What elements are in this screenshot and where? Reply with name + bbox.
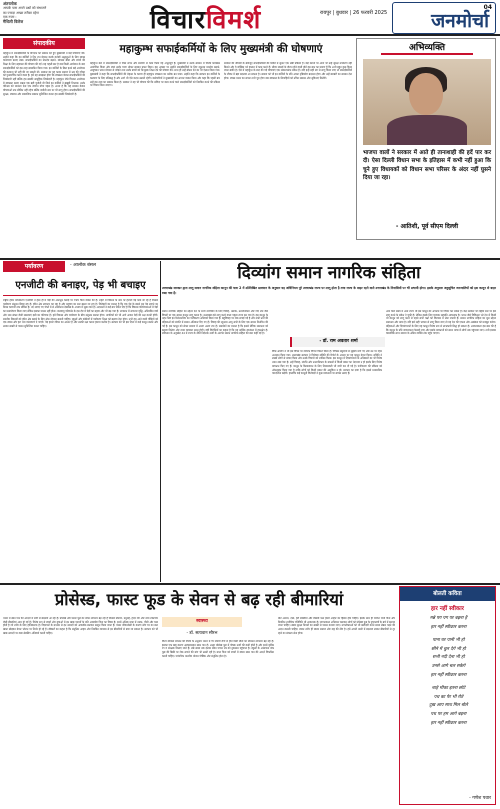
environment-headline: एनजीटी की बनाइए, पेड़ भी बचाइए (3, 276, 158, 296)
quote-text: भाजपा वालों ने सरकार में आते ही तानाशाही की हदें पार कर दी। ऐसा दिल्ली विधान सभा के इतिहास में कभी नहीं हुआ कि चुने हुए विधायकों को विधान सभा परिसर के अंदर नहीं घुसने दिया जा रहा। (363, 150, 491, 181)
portrait-face (409, 73, 443, 115)
masthead (0, 0, 500, 36)
portrait-photo (363, 59, 491, 145)
poem-box (399, 586, 496, 805)
poem-line: पथ पर हम आगे बढ़ना (430, 711, 467, 717)
masthead-left-line: आपके पास अपने प्रश्नों को संभालने (3, 6, 47, 11)
masthead-left-sub: मैथिली विलेज (3, 18, 24, 24)
environment-body: राष्ट्रीय हरित प्राधिकरण एनजीटी ने हाल ही में पेड़ों की अंधाधुंध कटाई पर गंभीर चिंता व्यक्त की है। शहरों में विकास के नाम पर हजारों पेड़ काटे जा रहे हैं जिससे पर्यावरण संतुलन बिगड़ रहा है। हरित क्षेत्र लगातार घट रहा है और प्रदूषण का स्तर बढ़ता जा रहा है। विशेषज्ञों का मानना है कि एक पेड़ के बदले दस पेड़ लगाने का नियम कागजों तक सीमित है। नए लगाए गए पौधों में से अधिकांश देखरेख के अभाव में सूख जाते हैं। अदालतों ने कई बार निर्देश दिए हैं कि विकास परियोजनाओं में पेड़ों का प्रत्यारोपण किया जाए लेकिन इसका पालन नहीं होता। जलवायु परिवर्तन के इस दौर में पेड़ों का महत्व और भी बढ़ गया है। तापमान में लगातार वृद्धि, अनियमित वर्षा और जल संकट जैसी समस्याएं इसी का परिणाम हैं। हमें विकास और पर्यावरण के बीच संतुलन बनाना होगा। नागरिकों को भी आगे आकर पेड़ों की रक्षा करनी होगी। स्थानीय निकायों को हरित क्षेत्र बढ़ाने के लिए ठोस योजना बनानी चाहिए। स्कूलों और कॉलेजों में पर्यावरण शिक्षा को बढ़ावा देना होगा। तभी हम आने वाली पीढ़ियों को एक स्वस्थ और हरा भरा वातावरण दे पाएंगे। पेड़ हमारे जीवन का आधार हैं और उनकी रक्षा करना हमारा कर्तव्य है। सरकार को भी इस दिशा में कड़े कानून बनाने और उनका सख्ती से पालन सुनिश्चित करना चाहिए। (3, 299, 158, 328)
masthead-left-label: अंतरलोक (3, 1, 17, 6)
quote-box (356, 38, 496, 240)
column-divider (160, 261, 161, 582)
poem-line: हार नहीं स्वीकार करना (430, 624, 467, 630)
section-divider (0, 583, 500, 585)
masthead-left-line: का ज्यादा अच्छा तरीका रहेगा (3, 10, 40, 15)
brand-name: जनमोर्चा (431, 10, 489, 32)
poem-line: हार नहीं स्वीकार करना (430, 672, 467, 678)
page-title-part1: विचार (150, 5, 206, 34)
poem-author: - गणेश पवार (469, 796, 491, 801)
environment-byline: - आलोक बंसल (70, 263, 96, 268)
food-body-right: मोटे अनाज, दालें, हरी सब्जियां और मौसमी फल हमारे आहार का हिस्सा होने चाहिए। इसके साथ ही पर्याप्त पानी पीना और नियमित शारीरिक गतिविधि भी आवश्यक है। जागरूकता अभियान चलाकर लोगों को प्रोसेस्ड फूड के दुष्प्रभावों के बारे में बताया जाना चाहिए। खाद्य सुरक्षा नियमों का सख्ती से पालन कराया जाए। उपभोक्ताओं को भी खरीदारी करते समय लेबल पढ़ने की आदत डालनी चाहिए। स्वस्थ शरीर ही स्वस्थ समाज और राष्ट्र की नींव है। हमें अपनी थाली में बदलाव लाकर बीमारियों से दूर रहने का संकल्प लेना होगा। (278, 617, 395, 635)
masthead-left-line: एक नजर : (3, 15, 17, 20)
main-headline: महाकुम्भ सफाईकर्मियों के लिए मुख्यमंत्री की घोषणाएं (119, 43, 323, 55)
page-number: 04 (483, 4, 492, 11)
portrait-body (387, 115, 467, 145)
poem-line: छीने में धुल देगे भी हो (431, 646, 466, 652)
environment-label: पर्यावरण (3, 261, 65, 272)
poem-section-label: बोलती कविता (400, 587, 495, 601)
food-body-left: भारत में खान पान की आदतों में तेजी से बदलाव आ रहा है। प्रोसेस्ड और फास्ट फूड का सेवन लगातार बढ़ रहा है जिससे मोटापा, मधुमेह, हृदय रोग और उच्च रक्तचाप जैसी बीमारियां आम हो गई हैं। विशेष रूप से बच्चों और युवाओं में इन खाद्य पदार्थों के प्रति आकर्षण चिंता का विषय है। इनमें अधिक मात्रा में नमक, चीनी और वसा होती है जो शरीर के लिए हानिकारक है। विज्ञापनों के माध्यम से इन उत्पादों को आकर्षक बनाकर प्रस्तुत किया जाता है। व्यस्त जीवनशैली के कारण लोग घर का बना खाना छोड़कर तैयार भोजन पर निर्भर हो रहे हैं। डॉक्टरों का कहना है कि संतुलित आहार और नियमित व्यायाम से इन बीमारियों से बचा जा सकता है। सरकार को भी खाद्य उत्पादों पर स्पष्ट लेबलिंग अनिवार्य करनी चाहिए। (3, 617, 158, 635)
issue-date: रायपुर | बुधवार | 26 फरवरी 2025 (320, 10, 388, 16)
main-body-right: सरकार की नीतियों के बावजूद सफाईकर्मियों की स्थिति में सुधार एक लंबी प्रक्रिया है। कई स्थानों पर आज भी उन्हें सुरक्षा उपकरण नहीं मिलते और वे जोखिम भरे हालात में काम करते हैं। सीवर सफाई के दौरान होने वाली मौतें इस बात का प्रमाण हैं कि अभी बहुत कुछ किया जाना बाकी है। ऐसे में महाकुंभ के बाद की गई घोषणाएं एक सकारात्मक संकेत हैं। यदि इन्हें सही ढंग से लागू किया जाए तो सफाईकर्मियों के जीवन में बड़ा बदलाव आ सकता है। समाज को भी इन कर्मियों के प्रति अपना दृष्टिकोण बदलना होगा और उन्हें बराबरी का सम्मान देना होगा। स्वच्छ भारत का सपना तभी पूरा होगा जब स्वच्छता के सिपाहियों को उचित सम्मान और सुविधाएं मिलेंगी। (224, 62, 352, 80)
ucc-headline: दिव्यांग समान नागरिक संहिता (237, 263, 421, 283)
brand-logo (392, 2, 496, 34)
quote-title: अभिव्यक्ति (381, 41, 473, 55)
section-divider (0, 258, 500, 260)
poem-title: हार नहीं स्वीकार (431, 606, 464, 612)
ucc-body-mid: विधि आयोग ने भी इस विषय पर व्यापक विचार विमर्श किया है। विभिन्न समुदायों से सुझाव मांगे गए और उन पर गहन अध्ययन किया गया। उत्तराखंड सरकार ने विशेषज्ञ समिति की रिपोर्ट के आधार पर यह कानून तैयार किया। समिति ने लाखों लोगों से संवाद किया और उनके विचारों को शामिल किया। इस कानून में दिव्यांगजनों के अधिकारों का भी विशेष ध्यान रखा गया है। उन्हें विवाह, संपत्ति और उत्तराधिकार के मामलों में किसी प्रकार का भेदभाव न हो इसके लिए विशेष प्रावधान किए गए हैं। कानून के क्रियान्वयन के लिए नियमावली भी जारी कर दी गई है। पंजीकरण की प्रक्रिया को ऑनलाइन किया गया है ताकि लोगों को किसी प्रकार की असुविधा न हो। सरकार का दावा है कि इससे प्रशासनिक पारदर्शिता बढ़ेगी। हालांकि कई कानूनी विशेषज्ञों ने कुछ प्रावधानों पर सवाल उठाए हैं। (272, 350, 382, 376)
poem-line: उनसे आगे चल सकेगे (431, 663, 466, 669)
poem-lines (406, 615, 491, 728)
poem-line: चाहे मौका इतना छोटे (431, 686, 466, 692)
ucc-deck: उत्तराखंड सरकार द्वारा लागू समान नागरिक संहिता कानून की धारा 2 में उल्लिखित प्रावधान के अनुसार यह अधिनियम पूरे उत्तराखंड राज्य पर लागू होता है तथा राज्य के बाहर रहने वाले उत्तराखंड के निवासियों पर भी प्रभावी होगा। इसके अनुसार अनुसूचित जनजातियों को इस कानून से बाहर रखा गया है। (162, 286, 496, 295)
poem-line: दुख आप साथ मिल बोले (429, 703, 468, 709)
food-body-mid: विश्व स्वास्थ्य संगठन की रिपोर्ट के अनुसार भारत में गैर संचारी रोगों से होने वाली मौतों का प्रतिशत लगातार बढ़ रहा है। इसका एक बड़ा कारण अस्वास्थ्यकर खान पान है। अल्ट्रा प्रोसेस्ड फूड में पोषक तत्वों की कमी होती है और इनमें कृत्रिम रंग व संरक्षक मिलाए जाते हैं। लंबे समय तक इनका सेवन पाचन तंत्र को नुकसान पहुंचाता है। स्कूलों के आसपास जंक फूड की बिक्री पर रोक लगाने की मांग भी उठती रही है। माता पिता को बच्चों में स्वस्थ खान पान की आदतें विकसित करनी चाहिए। पारंपरिक भारतीय भोजन पौष्टिक और संतुलित होता है। (162, 640, 274, 658)
masthead-left-box (3, 2, 85, 24)
food-label: स्वास्थ्य (162, 617, 242, 627)
food-headline: प्रोसेस्ड, फास्ट फूड के सेवन से बढ़ रही बीमारियां (54, 590, 344, 609)
page-title-part2: विमर्श (205, 5, 262, 34)
poem-line: सभी नदी देना भी हो (432, 655, 465, 661)
ucc-body-left: समान नागरिक संहिता का उद्देश्य देश के सभी नागरिकों के लिए विवाह, तलाक, उत्तराधिकार और गोद लेने जैसे विषयों पर एक समान कानून लागू करना है। उत्तराखंड इसे लागू करने वाला पहला राज्य बन गया है। इस कानून के तहत लिव इन रिलेशनशिप का पंजीकरण अनिवार्य किया गया है। बहुविवाह पर रोक लगाई गई है और सभी धर्मों की महिलाओं को संपत्ति में समान अधिकार दिए गए हैं। विवाह की न्यूनतम आयु सभी के लिए एक समान निर्धारित की गई है। इस कानून को लेकर समाज में अलग अलग राय है। समर्थकों का मानना है कि इससे लैंगिक समानता को बढ़ावा मिलेगा और न्याय व्यवस्था सरल होगी। वहीं विरोधियों का कहना है कि यह धार्मिक स्वतंत्रता में हस्तक्षेप है। संविधान के अनुच्छेद 44 में राज्य के नीति निदेशक तत्वों के अंतर्गत समान नागरिक संहिता की बात कही गई है। (162, 310, 268, 336)
page-title (150, 2, 261, 36)
editorial-body: महाकुंभ में सफाईकर्मियों के योगदान को सम्मान देते हुए मुख्यमंत्री ने कई घोषणाएं कीं। उन्होंने कहा कि इन कर्मियों ने दिन रात मेहनत करके करोड़ों श्रद्धालुओं के लिए स्वच्छ वातावरण बनाए रखा। सफाईकर्मियों का मानदेय बढ़ाने, स्वास्थ्य बीमा और बच्चों की शिक्षा के लिए सहायता की घोषणा की गई। यह पहली बार है जब किसी आयोजन के बाद सफाईकर्मियों को इस तरह सम्मानित किया गया। इन कर्मियों के बिना इतने बड़े आयोजन की कल्पना भी नहीं की जा सकती थी। सरकार का यह कदम समाज में श्रम की गरिमा को पुनर्स्थापित करने वाला है। हमें यह समझना होगा कि स्वच्छता केवल सफाईकर्मियों की जिम्मेदारी नहीं बल्कि हम सबकी सामूहिक जिम्मेदारी है। महाकुंभ जैसे विशाल आयोजन में स्वच्छता बनाए रखना एक बड़ी चुनौती थी जिसे इन कर्मियों ने बखूबी निभाया। उनके परिश्रम को मान्यता देना एक स्वागत योग्य पहल है। आशा है कि यह सम्मान केवल घोषणाओं तक सीमित नहीं रहेगा बल्कि जमीनी स्तर पर भी लागू होगा। सफाईकर्मियों की सुरक्षा, स्वास्थ्य और सामाजिक सम्मान सुनिश्चित करना हम सबकी जिम्मेदारी है। (3, 52, 85, 96)
editorial-label: संपादकीय (3, 38, 85, 49)
quote-attribution: - आतिशी, पूर्व सीएम दिल्ली (395, 223, 459, 230)
poem-line: मन्ने पग पग पर बढ़ना है (429, 616, 468, 621)
main-body-left: महाकुंभ मेले में सफाईकर्मियों ने जिस लगन और समर्पण से काम किया वह अभूतपूर्व है। मुख्यमंत्री ने उनके सम्मान में विशेष कार्यक्रम आयोजित किया और स्वयं उनके चरण धोकर सम्मान प्रकट किया। इस अवसर पर उन्होंने सफाईकर्मियों के लिए न्यूनतम मानदेय बढ़ाने, आयुष्मान भारत योजना से जोड़ने तथा उनके बच्चों को निःशुल्क शिक्षा देने की घोषणा की। साथ ही उन्हें बोनस देने का भी ऐलान किया गया। मुख्यमंत्री ने कहा कि सफाईकर्मियों की मेहनत के कारण ही महाकुंभ स्वच्छता का प्रतीक बन पाया। उन्होंने कहा कि सरकार इन कर्मियों के कल्याण के लिए प्रतिबद्ध है और आगे भी ऐसे कदम उठाती रहेगी। कर्मचारियों ने मुख्यमंत्री का आभार व्यक्त किया और कहा कि पहली बार उन्हें इस तरह का सम्मान मिला है। सरकार ने यह भी घोषणा की कि संविदा पर काम करने वाले सफाईकर्मियों को नियमित करने की प्रक्रिया पर विचार किया जाएगा। (90, 62, 220, 88)
poem-line: पाना घर पानी भी हो (432, 638, 465, 644)
ucc-body-right: आने वाले समय में अन्य राज्य भी इस कानून को अपनाने पर विचार कर सकते हैं। केंद्र सरकार भी राष्ट्रीय स्तर पर इसे लागू करने के संकेत दे चुकी है। लेकिन इसके लिए व्यापक सहमति आवश्यक है। भारत जैसे विविधता भरे देश में किसी भी कानून को लागू करने से पहले सभी पक्षों को विश्वास में लेना जरूरी है। समान नागरिक संहिता का मूल उद्देश्य समानता और न्याय है। यदि इसे सही भावना से लागू किया जाए तो यह देश की एकता और अखंडता को मजबूत करेगा। महिलाओं और दिव्यांगजनों के लिए यह कानून विशेष रूप से लाभकारी सिद्ध हो सकता है। आवश्यकता इस बात की है कि कानून के प्रति जागरूकता फैलाई जाए और इसके प्रावधानों को सरल भाषा में लोगों तक पहुंचाया जाए। तभी इसका वास्तविक लाभ समाज के अंतिम व्यक्ति तक पहुंच पाएगा। (386, 310, 496, 336)
ucc-byline: - डॉ. राम अवतार शर्मा (290, 337, 385, 347)
poem-line: पथ का पेर भी रोते (433, 694, 464, 700)
poem-line: हार नहीं स्वीकार करना (430, 720, 467, 726)
food-byline: - डॉ. सत्यवान सौरभ (186, 630, 218, 635)
